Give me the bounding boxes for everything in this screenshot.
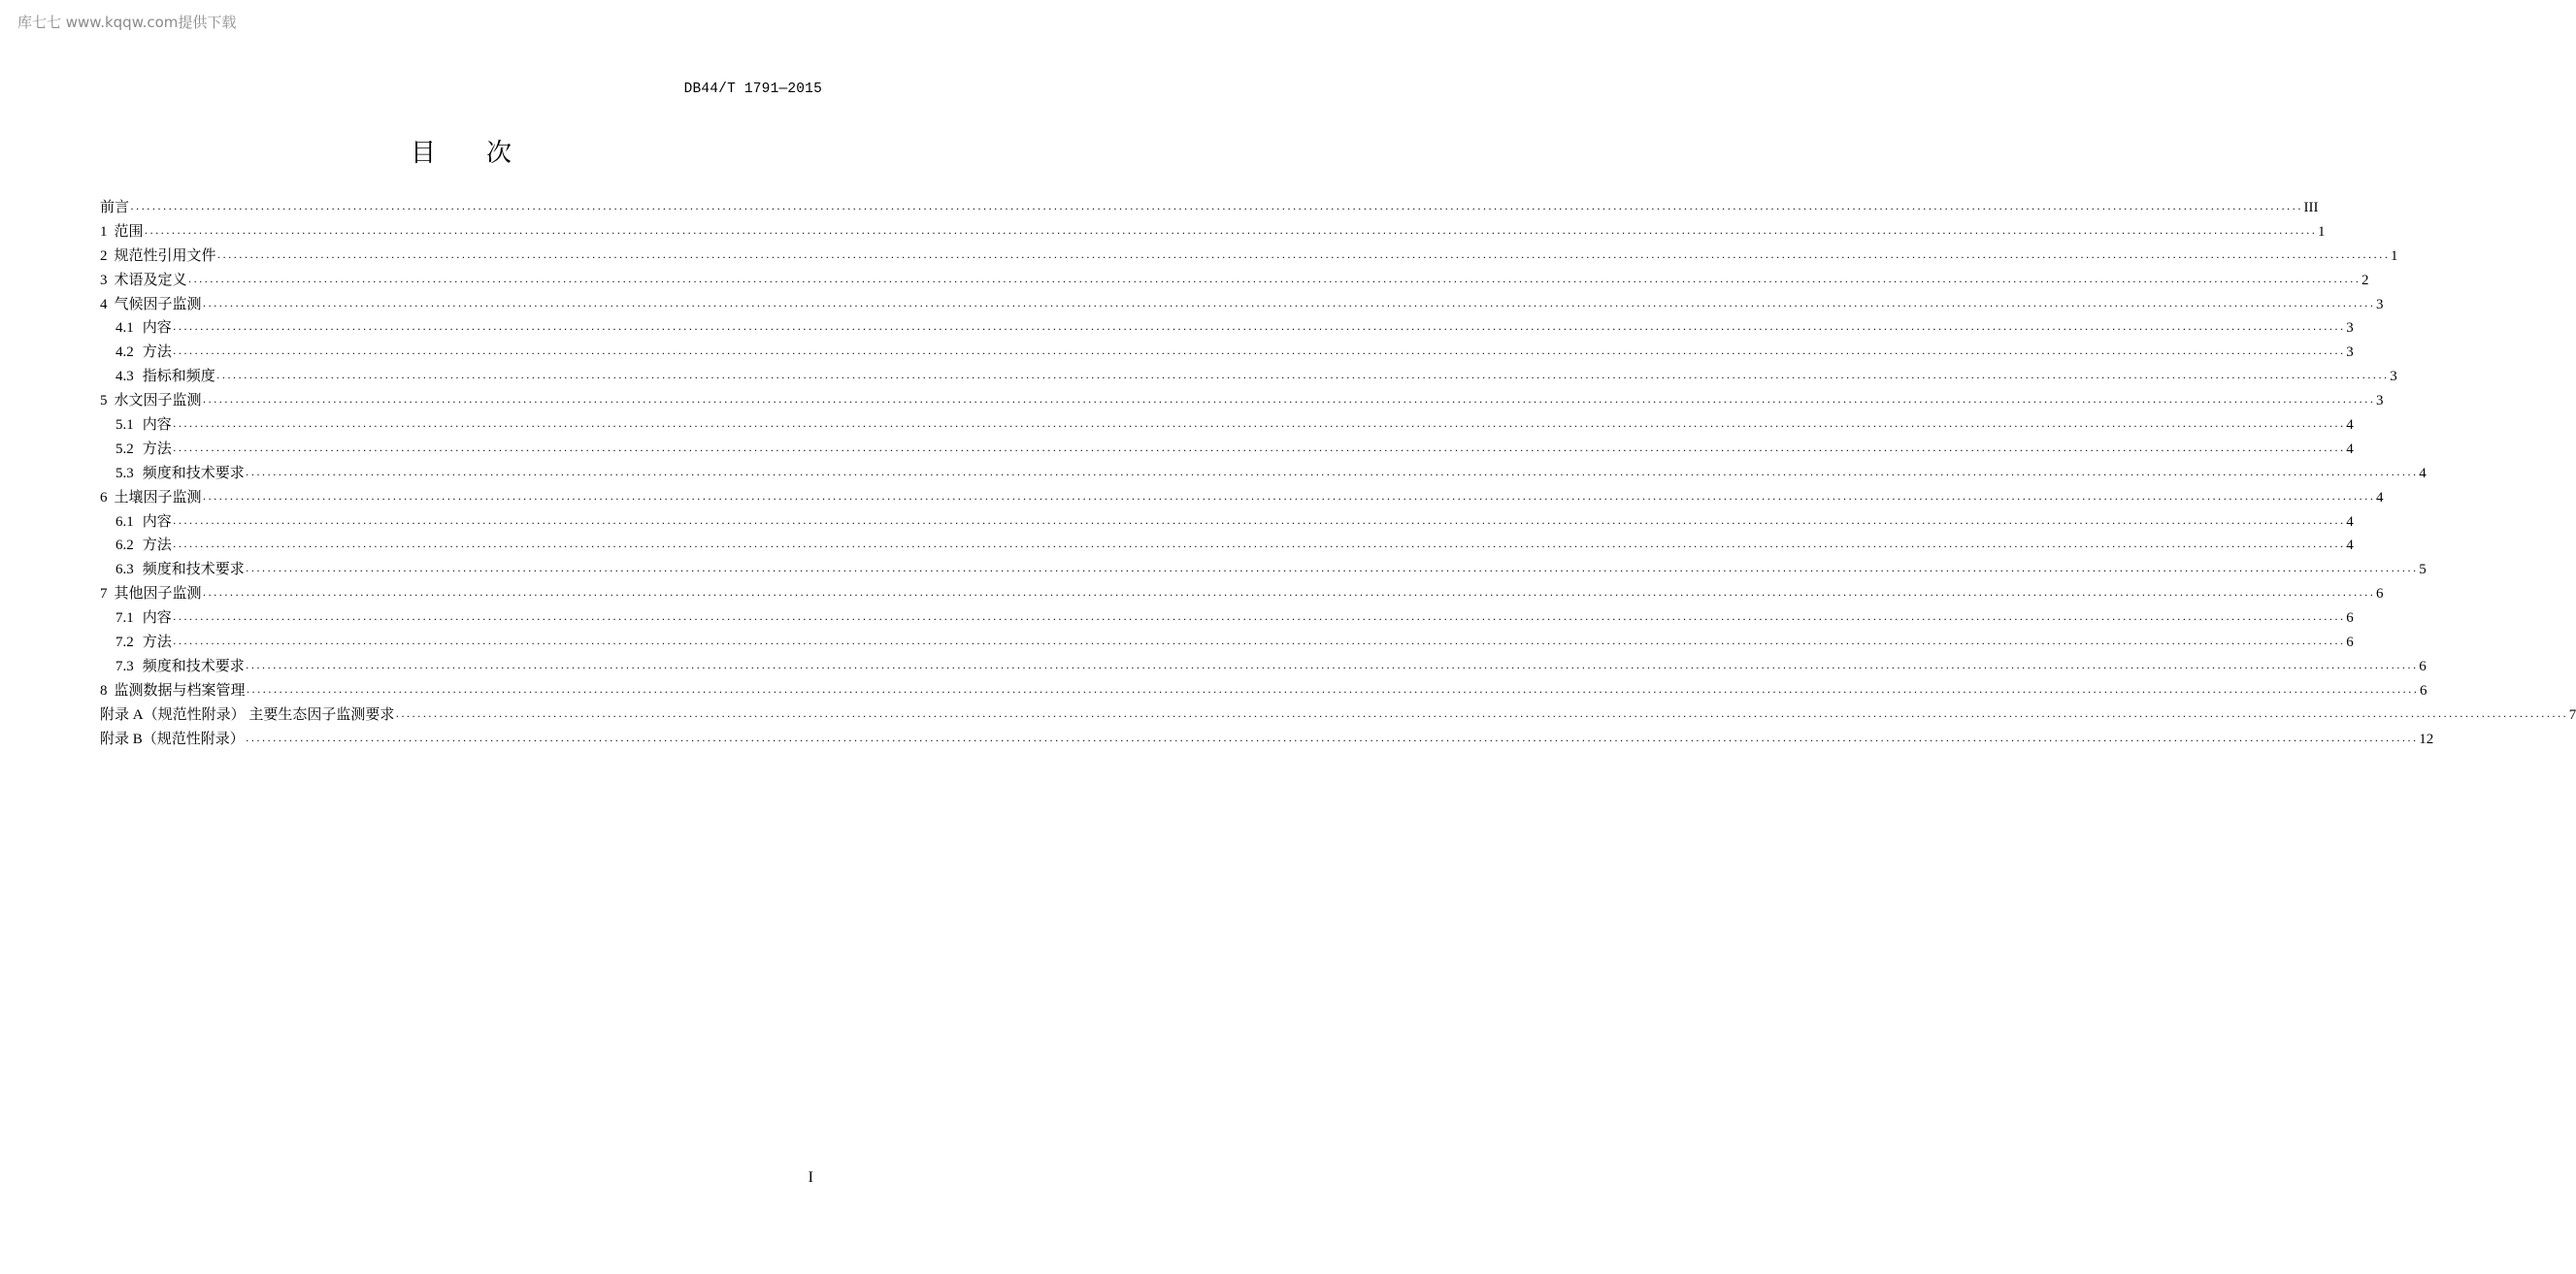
toc-dot-leader: ················································································································································································································································································································································································································ [172,539,2346,554]
toc-entry[interactable] [100,365,2397,389]
toc-entry-page: 1 [2390,247,2398,264]
toc-entry-label: 内容 [142,610,172,627]
toc-dot-leader: ················································································································································································································································································································································································································ [172,515,2346,530]
toc-entry-page: 7 [2568,706,2576,723]
toc-entry[interactable] [100,196,2319,220]
toc-entry-page: 6 [2346,610,2354,627]
toc-entry-page: 2 [2361,272,2369,288]
toc-entry-label: 范围 [114,223,144,240]
toc-entry-label: 前言 [100,200,130,215]
toc-dot-leader: ················································································································································································································································································································································································································ [395,708,2568,723]
toc-dot-leader: ················································································································································································································································································································································································································ [172,419,2346,434]
toc-entry-label: 内容 [142,513,172,530]
toc-entry-page: 6 [2419,682,2427,699]
table-of-contents [100,196,2576,751]
toc-entry-label: 频度和技术要求 [142,658,245,674]
standard-number: DB44/T 1791—2015 [683,82,822,97]
toc-entry-page: 6 [2375,586,2384,603]
toc-entry-number: 8 [100,682,108,699]
toc-entry[interactable] [100,655,2427,679]
toc-entry-label: 附录 A（规范性附录） 主要生态因子监测要求 [100,706,395,723]
toc-dot-leader: ················································································································································································································································································································································································································ [130,202,2303,215]
toc-entry-page: 4 [2346,417,2354,434]
toc-entry-number: 7.1 [116,610,134,627]
toc-entry-number: 1 [100,223,108,240]
toc-entry-label: 监测数据与档案管理 [114,682,246,699]
toc-entry-page: 4 [2419,465,2427,481]
toc-entry-label: 内容 [142,320,172,337]
toc-entry[interactable] [100,389,2384,413]
toc-entry[interactable] [100,582,2384,606]
toc-entry[interactable] [100,269,2369,293]
toc-entry-number: 5.1 [116,417,134,434]
toc-dot-leader: ················································································································································································································································································································································································································ [172,346,2346,361]
toc-entry-page: 6 [2346,635,2354,651]
toc-entry-number: 7.3 [116,658,134,674]
toc-entry[interactable] [100,220,2326,245]
toc-entry-label: 水文因子监测 [114,393,202,409]
toc-entry[interactable] [100,534,2354,558]
toc-entry[interactable] [100,606,2354,631]
toc-dot-leader: ················································································································································································································································································································································································································ [245,467,2419,481]
toc-entry-number: 4.1 [116,320,134,337]
toc-dot-leader: ················································································································································································································································································································································································································ [216,249,2390,264]
toc-entry-label: 其他因子监测 [114,586,202,603]
toc-entry[interactable] [100,341,2354,365]
toc-entry-number: 6.2 [116,538,134,554]
toc-entry-label: 附录 B（规范性附录） [100,731,245,747]
toc-entry-label: 土壤因子监测 [114,489,202,506]
toc-entry-page: 4 [2346,441,2354,457]
toc-entry-page: 3 [2390,369,2397,385]
toc-entry-number: 7 [100,586,108,603]
toc-entry-page: 1 [2317,223,2326,240]
toc-entry-page: 3 [2375,296,2384,312]
toc-entry-number: 5 [100,393,108,409]
toc-entry[interactable] [100,438,2354,462]
toc-dot-leader: ················································································································································································································································································································································································································ [245,733,2419,747]
toc-entry[interactable] [100,703,2576,728]
toc-entry-number: 4 [100,296,108,312]
toc-entry-label: 内容 [142,417,172,434]
toc-entry-number: 5.3 [116,465,134,481]
toc-entry-page: 3 [2346,344,2354,361]
toc-entry-label: 指标和频度 [142,369,215,385]
toc-entry-number: 4.3 [116,369,134,385]
toc-dot-leader: ················································································································································································································································································································································································································ [202,491,2375,506]
toc-dot-leader: ················································································································································································································································································································································································································ [187,274,2361,288]
watermark-text: 库七七 www.kqqw.com提供下载 [17,14,237,31]
toc-entry[interactable] [100,293,2384,317]
footer-page-number: I [808,1169,813,1186]
toc-entry-page: 3 [2346,320,2354,337]
toc-entry-label: 方法 [142,344,172,361]
toc-entry-label: 频度和技术要求 [142,465,245,481]
toc-dot-leader: ················································································································································································································································································································································································································ [202,588,2375,603]
toc-entry-number: 7.2 [116,635,134,651]
toc-dot-leader: ················································································································································································································································································································································································································ [144,225,2317,240]
toc-entry-page: 6 [2419,658,2427,674]
toc-dot-leader: ················································································································································································································································································································································································································ [202,395,2375,409]
toc-entry-label: 频度和技术要求 [142,562,245,578]
toc-entry-label: 气候因子监测 [114,296,202,312]
toc-dot-leader: ················································································································································································································································································································································································································ [172,442,2346,457]
page-title: 目 次 [410,139,512,168]
toc-entry-page: 4 [2346,513,2354,530]
toc-entry-page: 5 [2419,562,2427,578]
toc-dot-leader: ················································································································································································································································································································································································································ [172,637,2346,651]
toc-entry-number: 2 [100,247,108,264]
toc-entry-label: 方法 [142,441,172,457]
toc-entry-label: 方法 [142,538,172,554]
toc-dot-leader: ················································································································································································································································································································································································································ [202,298,2375,312]
toc-entry[interactable] [100,510,2354,535]
toc-entry-label: 术语及定义 [114,272,187,288]
toc-entry[interactable] [100,462,2427,486]
toc-entry[interactable] [100,316,2354,341]
toc-dot-leader: ················································································································································································································································································································································································································ [245,564,2419,578]
toc-dot-leader: ················································································································································································································································································································································································································ [172,612,2346,627]
toc-entry[interactable] [100,679,2427,703]
toc-entry[interactable] [100,413,2354,438]
toc-dot-leader: ················································································································································································································································································································································································································ [172,322,2346,337]
toc-entry-number: 6 [100,489,108,506]
toc-entry[interactable] [100,245,2398,269]
toc-entry-number: 4.2 [116,344,134,361]
toc-entry-number: 6.3 [116,562,134,578]
toc-dot-leader: ················································································································································································································································································································································································································ [246,684,2419,699]
toc-entry-label: 规范性引用文件 [114,247,216,264]
toc-entry-number: 6.1 [116,513,134,530]
toc-dot-leader: ················································································································································································································································································································································································································ [245,660,2419,674]
toc-entry-number: 5.2 [116,441,134,457]
toc-entry-number: 3 [100,272,108,288]
toc-dot-leader: ················································································································································································································································································································································································································ [215,371,2390,385]
toc-entry-page: 3 [2375,393,2384,409]
toc-entry-page: 4 [2375,489,2384,506]
toc-entry-page: 4 [2346,538,2354,554]
toc-entry[interactable] [100,728,2434,752]
toc-entry-page: 12 [2419,731,2434,747]
toc-entry-page: III [2303,200,2319,215]
toc-entry[interactable] [100,558,2427,582]
toc-entry[interactable] [100,486,2384,510]
toc-entry-label: 方法 [142,635,172,651]
toc-entry[interactable] [100,631,2354,655]
